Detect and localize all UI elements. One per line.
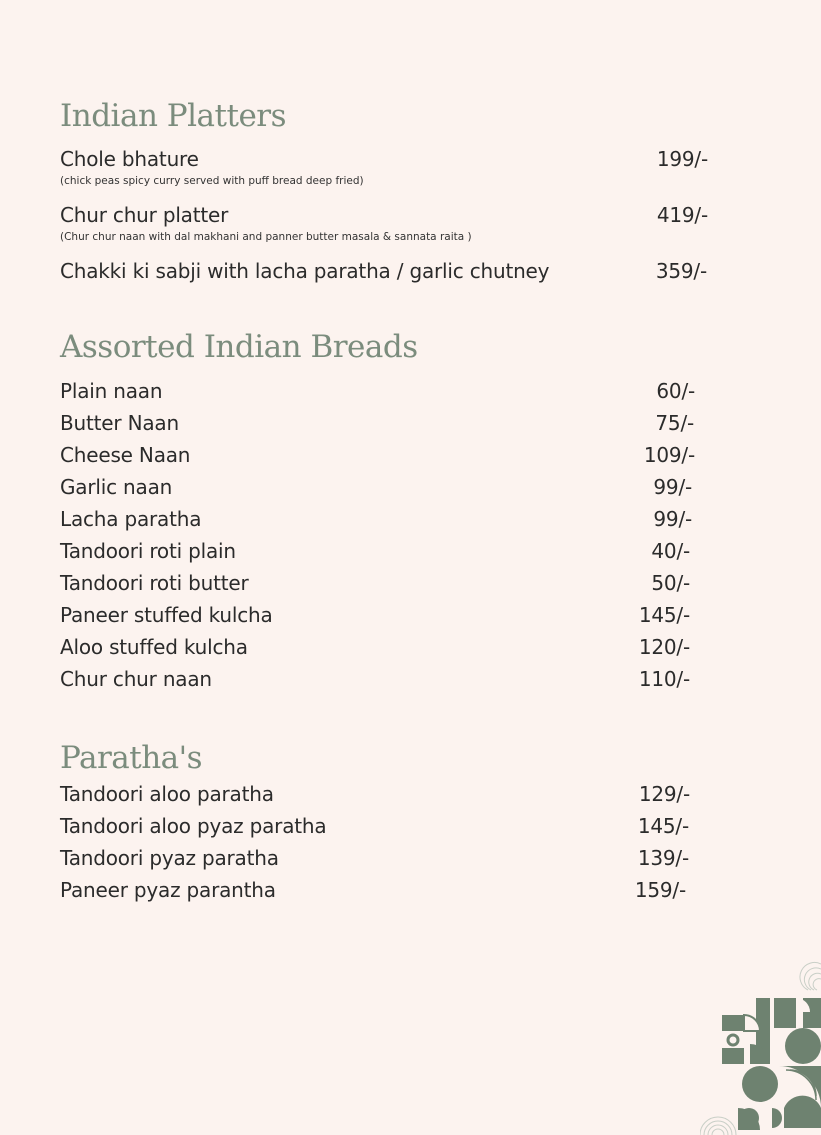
- menu-item: Aloo stuffed kulcha: [60, 635, 248, 659]
- menu-item-price: 359/-: [655, 259, 707, 283]
- menu-item: Chur chur naan: [60, 667, 212, 691]
- menu-item-price: 145/-: [638, 603, 690, 627]
- menu-item-desc-chole-bhature: (chick peas spicy curry served with puff bread deep fried): [60, 175, 364, 187]
- menu-item-price: 110/-: [638, 667, 690, 691]
- menu-item-price: 139/-: [637, 846, 689, 870]
- menu-item-price: 129/-: [638, 782, 690, 806]
- section-title-parathas: Paratha's: [60, 740, 203, 776]
- menu-item: Tandoori aloo paratha: [60, 782, 274, 806]
- menu-item-price: 199/-: [656, 147, 708, 171]
- menu-item-price: 159/-: [634, 878, 686, 902]
- menu-item-chur-chur-platter: Chur chur platter: [60, 203, 229, 227]
- menu-item: Tandoori roti plain: [60, 539, 236, 563]
- menu-item-price: 109/-: [643, 443, 695, 467]
- menu-item-price: 50/-: [651, 571, 690, 595]
- menu-item-desc-chur-chur-platter: (Chur chur naan with dal makhani and panner butter masala & sannata raita ): [60, 231, 472, 243]
- menu-item-price: 60/-: [656, 379, 695, 403]
- menu-item: Butter Naan: [60, 411, 179, 435]
- menu-item-price: 99/-: [653, 507, 692, 531]
- menu-item: Paneer pyaz parantha: [60, 878, 276, 902]
- menu-item: Paneer stuffed kulcha: [60, 603, 273, 627]
- menu-item: Plain naan: [60, 379, 163, 403]
- menu-item: Garlic naan: [60, 475, 173, 499]
- menu-item: Cheese Naan: [60, 443, 191, 467]
- menu-item-price: 419/-: [656, 203, 708, 227]
- menu-item-price: 120/-: [638, 635, 690, 659]
- menu-item-chole-bhature: Chole bhature: [60, 147, 199, 171]
- menu-item: Lacha paratha: [60, 507, 202, 531]
- menu-item: Tandoori roti butter: [60, 571, 249, 595]
- section-title-indian-platters: Indian Platters: [60, 98, 287, 134]
- menu-item-price: 75/-: [655, 411, 694, 435]
- menu-item-price: 99/-: [653, 475, 692, 499]
- geometric-pattern-decoration-icon: [700, 958, 821, 1135]
- section-title-assorted-indian-breads: Assorted Indian Breads: [60, 329, 418, 365]
- menu-item-chakki-ki-sabji: Chakki ki sabji with lacha paratha / garlic chutney: [60, 259, 550, 283]
- menu-item: Tandoori pyaz paratha: [60, 846, 279, 870]
- menu-item: Tandoori aloo pyaz paratha: [60, 814, 327, 838]
- menu-item-price: 145/-: [637, 814, 689, 838]
- menu-item-price: 40/-: [651, 539, 690, 563]
